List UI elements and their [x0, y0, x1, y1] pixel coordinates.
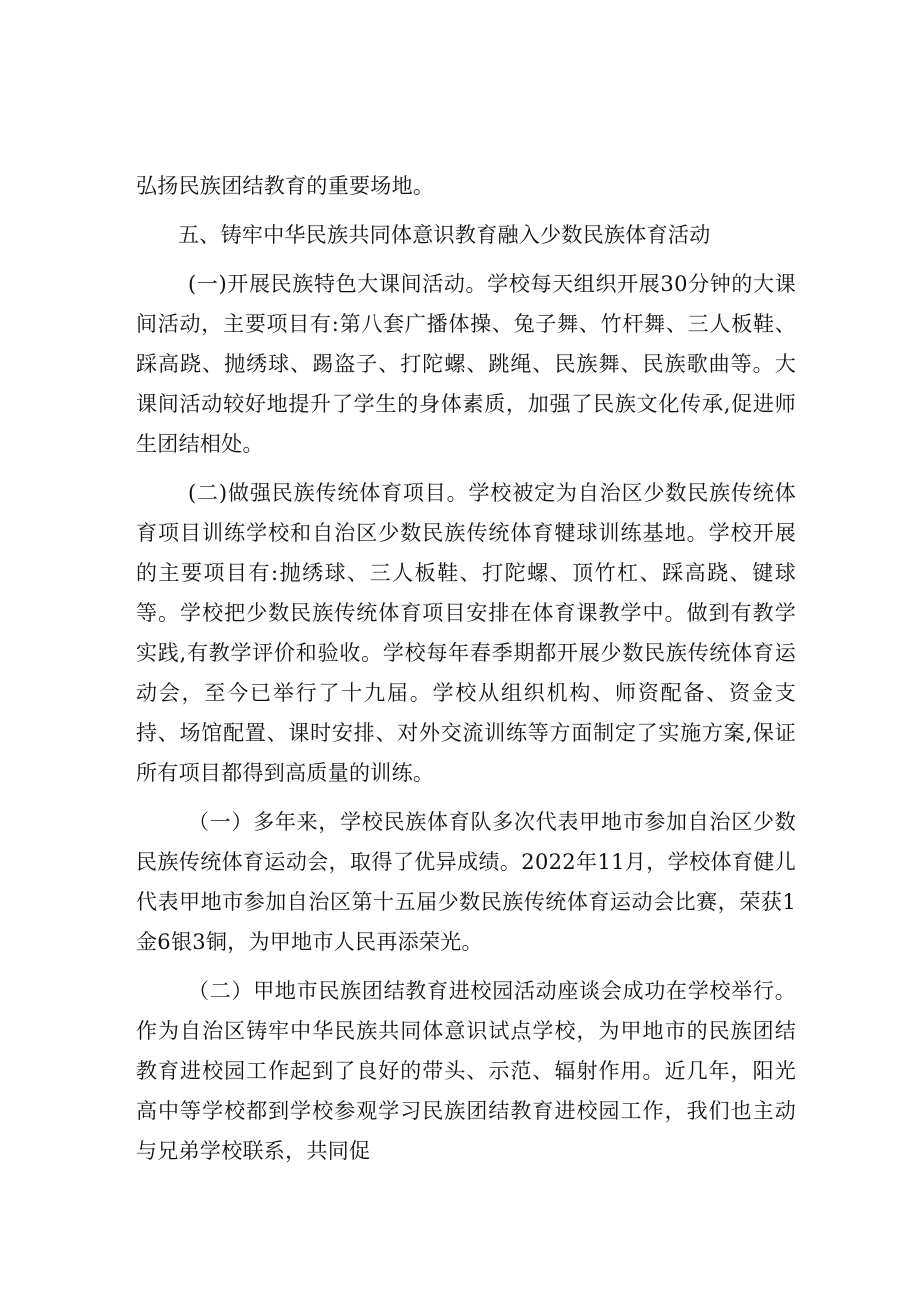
- section-heading: 五、铸牢中华民族共同体意识教育融入少数民族体育活动: [178, 223, 711, 247]
- paragraph-achievements: （一）多年来，学校民族体育队多次代表甲地市参加自治区少数民族传统体育运动会，取得了优异成绩。2022年11月，学校体育健儿代表甲地市参加自治区第十五届少数民族传统体育运动会比赛，荣获1金6银3铜，为甲地市人民再添荣光。: [136, 810, 796, 954]
- document-body: [136, 166, 796, 1171]
- paragraph-traditional-sports: (二)做强民族传统体育项目。学校被定为自治区少数民族传统体育项目训练学校和自治区少数民族传统体育犍球训练基地。学校开展的主要项目有:抛绣球、三人板鞋、打陀螺、顶竹杠、踩高跷、键球等。学校把少数民族传统体育项目安排在体育课教学中。做到有教学实践,有教学评价和验收。学校每年春季期都开展少数民族传统体育运动会，至今已举行了十九届。学校从组织机构、师资配备、资金支持、场馆配置、课时安排、对外交流训练等方面制定了实施方案,保证所有项目都得到高质量的训练。: [136, 481, 796, 785]
- paragraph-symposium: （二）甲地市民族团结教育进校园活动座谈会成功在学校举行。作为自治区铸牢中华民族共同体意识试点学校，为甲地市的民族团结教育进校园工作起到了良好的带头、示范、辐射作用。近几年，阳光高中等学校都到学校参观学习民族团结教育进校园工作，我们也主动与兄弟学校联系，共同促: [136, 979, 796, 1163]
- paragraph-activities: (一)开展民族特色大课间活动。学校每天组织开展30分钟的大课间活动，主要项目有:第八套广播体操、兔子舞、竹杆舞、三人板鞋、踩高跷、抛绣球、踢盗子、打陀螺、跳绳、民族舞、民族歌曲等。大课间活动较好地提升了学生的身体素质，加强了民族文化传承,促进师生团结相处。: [136, 272, 796, 456]
- paragraph-continuation: 弘扬民族团结教育的重要场地。: [136, 174, 435, 198]
